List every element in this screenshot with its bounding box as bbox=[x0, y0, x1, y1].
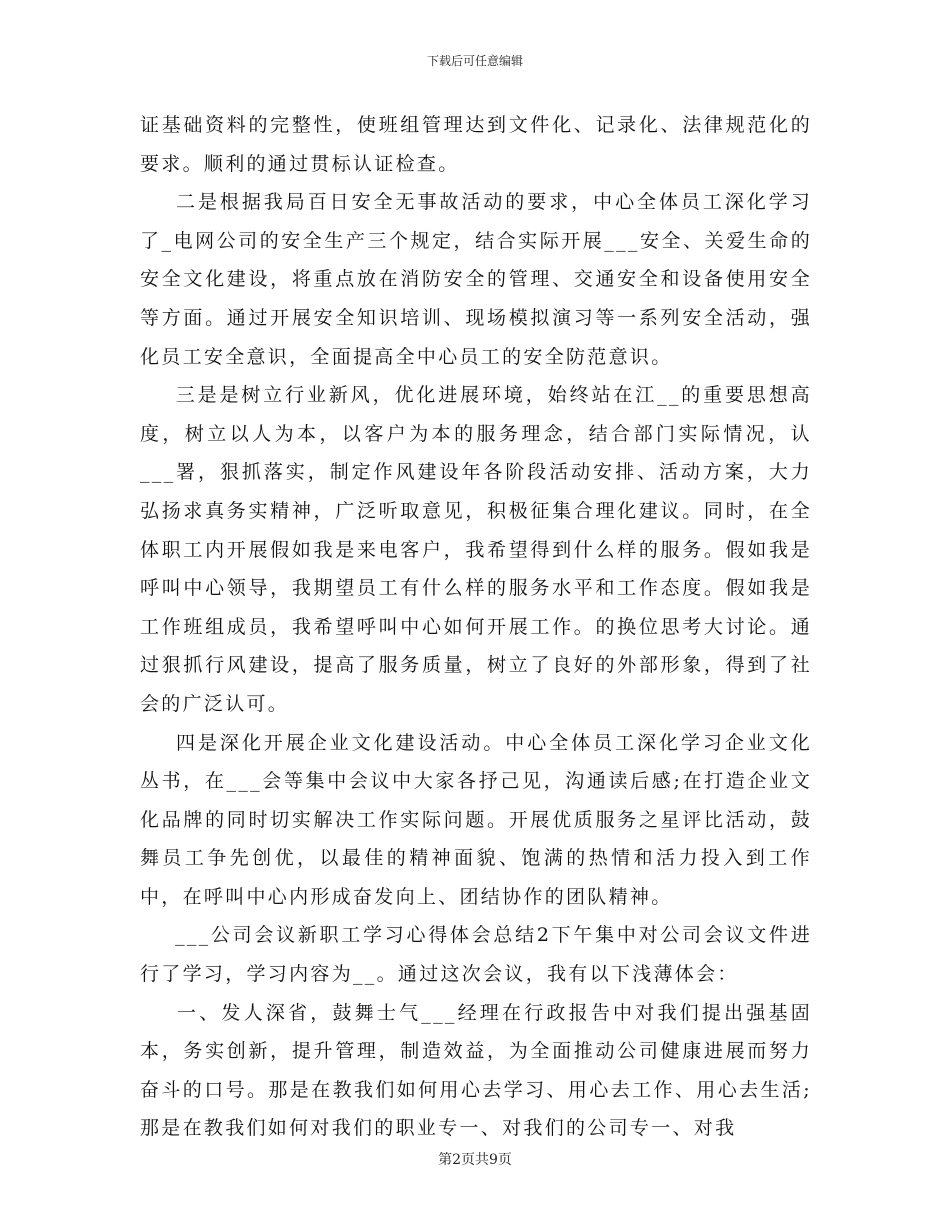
paragraph-3: 三是是树立行业新风，优化进展环境，始终站在江__的重要思想高度，树立以人为本，以客户为本的服务理念，结合部门实际情况，认___署，狠抓落实，制定作风建设年各阶段活动安排、活动方案，大力弘扬求真务实精神，广泛听取意见，积极征集合理化建议。同时，在全体职工内开展假如我是来电客户，我希望得到什么样的服务。假如我是呼叫中心领导，我期望员工有什么样的服务水平和工作态度。假如我是工作班组成员，我希望呼叫中心如何开展工作。的换位思考大讨论。通过狠抓行风建设，提高了服务质量，树立了良好的外部形象，得到了社会的广泛认可。 bbox=[140, 384, 812, 715]
paragraph-4: 四是深化开展企业文化建设活动。中心全体员工深化学习企业文化丛书，在___会等集中会议中大家各抒己见，沟通读后感;在打造企业文化品牌的同时切实解决工作实际问题。开展优质服务之星评比活动，鼓舞员工争先创优，以最佳的精神面貌、饱满的热情和活力投入到工作中，在呼叫中心内形成奋发向上、团结协作的团队精神。 bbox=[140, 731, 813, 908]
document-body bbox=[140, 106, 812, 1148]
paragraph-1: 证基础资料的完整性，使班组管理达到文件化、记录化、法律规范化的要求。顺利的通过贯标认证检查。 bbox=[140, 114, 812, 175]
page-header: 下载后可任意编辑 bbox=[426, 54, 523, 68]
page-footer: 第2页共9页 bbox=[438, 1152, 512, 1168]
paragraph-5: ___公司会议新职工学习心得体会总结2下午集中对公司会议文件进行了学习，学习内容为__。通过这次会议，我有以下浅薄体会： bbox=[140, 924, 812, 986]
paragraph-2: 二是根据我局百日安全无事故活动的要求，中心全体员工深化学习了_电网公司的安全生产三个规定，结合实际开展___安全、关爱生命的安全文化建设，将重点放在消防安全的管理、交通安全和设备使用安全等方面。通过开展安全知识培训、现场模拟演习等一系列安全活动，强化员工安全意识，全面提高全中心员工的安全防范意识。 bbox=[140, 191, 813, 368]
paragraph-6: 一、发人深省，鼓舞士气___经理在行政报告中对我们提出强基固本，务实创新，提升管理，制造效益，为全面推动公司健康进展而努力奋斗的口号。那是在教我们如何用心去学习、用心去工作、用心去生活;那是在教我们如何对我们的职业专一、对我们的公司专一、对我 bbox=[140, 1001, 812, 1140]
